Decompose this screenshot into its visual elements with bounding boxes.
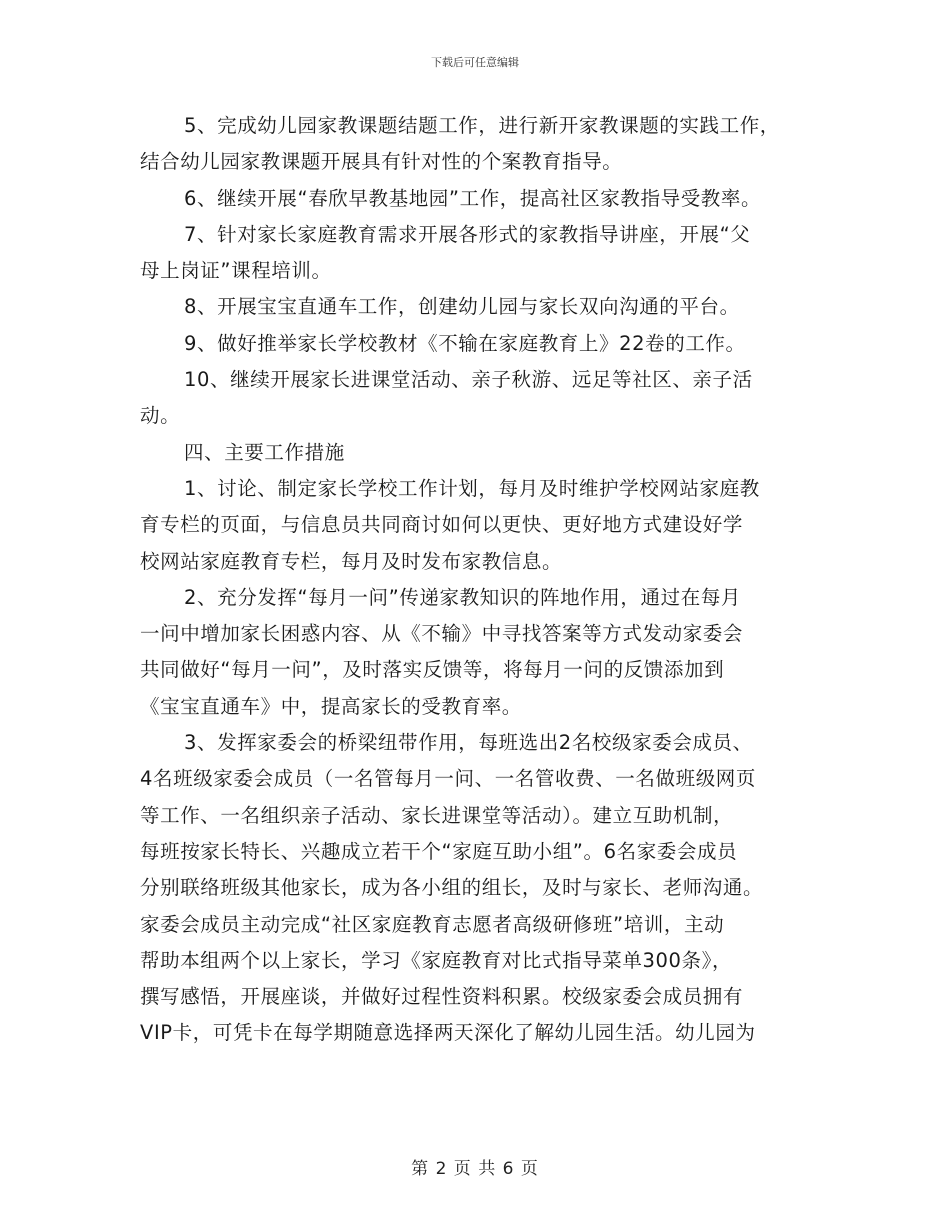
text-line: VIP卡，可凭卡在每学期随意选择两天深化了解幼儿园生活。幼儿园为 — [140, 1021, 756, 1045]
page-header: 下载后可任意编辑 — [431, 56, 519, 69]
text-line: 育专栏的页面，与信息员共同商讨如何以更快、更好地方式建设好学 — [140, 513, 744, 537]
text-line: 撰写感悟，开展座谈，并做好过程性资料积累。校级家委会成员拥有 — [140, 985, 744, 1009]
text-line: 校网站家庭教育专栏，每月及时发布家教信息。 — [140, 549, 563, 573]
text-line: 等工作、一名组织亲子活动、家长进课堂等活动）。建立互助机制， — [140, 803, 734, 827]
text-line: 10、继续开展家长进课堂活动、亲子秋游、远足等社区、亲子活 — [184, 368, 753, 392]
text-line: 动。 — [140, 404, 181, 428]
page-footer: 第 2 页 共 6 页 — [411, 1159, 539, 1179]
section-heading: 四、主要工作措施 — [184, 440, 345, 464]
text-line: 共同做好“每月一问”，及时落实反馈等，将每月一问的反馈添加到 — [140, 658, 725, 682]
document-body — [140, 108, 820, 1052]
text-line: 7、针对家长家庭教育需求开展各形式的家教指导讲座，开展“父 — [184, 222, 751, 246]
text-line: 帮助本组两个以上家长，学习《家庭教育对比式指导菜单300条》， — [140, 948, 733, 972]
text-line: 母上岗证”课程培训。 — [140, 259, 332, 283]
text-line: 家委会成员主动完成“社区家庭教育志愿者高级研修班”培训，主动 — [140, 912, 725, 936]
text-line: 4名班级家委会成员（一名管每月一问、一名管收费、一名做班级网页 — [140, 767, 757, 791]
text-line: 8、开展宝宝直通车工作，创建幼儿园与家长双向沟通的平台。 — [184, 295, 740, 319]
text-line: 2、充分发挥“每月一问”传递家教知识的阵地作用，通过在每月 — [184, 585, 742, 609]
text-line: 3、发挥家委会的桥梁纽带作用，每班选出2名校级家委会成员、 — [184, 731, 753, 755]
text-line: 5、完成幼儿园家教课题结题工作，进行新开家教课题的实践工作， — [184, 114, 780, 137]
text-line: 结合幼儿园家教课题开展具有针对性的个案教育指导。 — [140, 150, 623, 174]
text-line: 1、讨论、制定家长学校工作计划，每月及时维护学校网站家庭教 — [184, 476, 760, 500]
text-line: 6、继续开展“春欣早教基地园”工作，提高社区家教指导受教率。 — [184, 186, 762, 210]
text-line: 每班按家长特长、兴趣成立若干个“家庭互助小组”。6名家委会成员 — [140, 839, 738, 863]
text-line: 9、做好推举家长学校教材《不输在家庭教育上》22卷的工作。 — [184, 331, 746, 355]
text-line: 分别联络班级其他家长，成为各小组的组长，及时与家长、老师沟通。 — [140, 876, 764, 900]
text-line: 《宝宝直通车》中，提高家长的受教育率。 — [140, 694, 522, 718]
text-line: 一问中增加家长困惑内容、从《不输》中寻找答案等方式发动家委会 — [140, 622, 744, 646]
